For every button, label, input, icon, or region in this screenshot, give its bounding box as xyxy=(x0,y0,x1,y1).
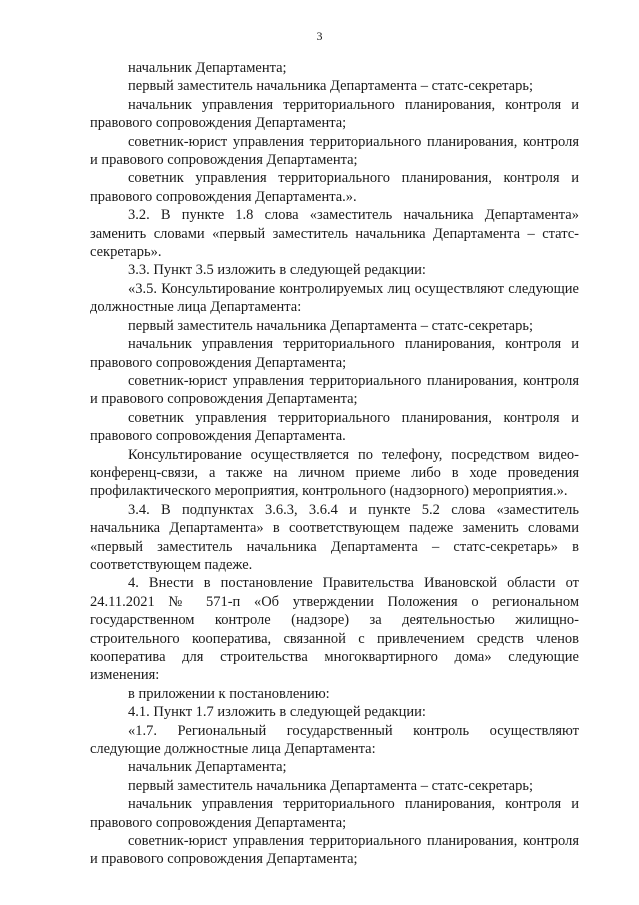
page-number: 3 xyxy=(316,29,323,43)
paragraph: «3.5. Консультирование контролируемых лиц осуществляют следующие должностные лица Департамента: xyxy=(90,280,579,316)
paragraph: советник-юрист управления территориального планирования, контроля и правового сопровождения Департамента; xyxy=(90,372,579,408)
paragraph: начальник управления территориального планирования, контроля и правового сопровождения Департамента; xyxy=(90,96,579,132)
paragraph: Консультирование осуществляется по телефону, посредством видео-конференц-связи, а также на личном приеме либо в ходе проведения профилактического мероприятия, контрольного (надзорного) мероприятия.». xyxy=(90,446,579,500)
paragraph: 3.4. В подпунктах 3.6.3, 3.6.4 и пункте 5.2 слова «заместитель начальника Департамента» в соответствующем падеже заменить словами «первый заместитель начальника Департамента – статс-секретарь» в соответствующем падеже. xyxy=(90,501,579,573)
paragraph: 4.1. Пункт 1.7 изложить в следующей редакции: xyxy=(128,704,426,721)
paragraph: «1.7. Региональный государственный контроль осуществляют следующие должностные лица Департамента: xyxy=(90,722,579,758)
paragraph: 3.3. Пункт 3.5 изложить в следующей редакции: xyxy=(128,262,426,279)
paragraph: первый заместитель начальника Департамента – статс-секретарь; xyxy=(128,78,533,95)
paragraph: начальник управления территориального планирования, контроля и правового сопровождения Департамента; xyxy=(90,336,579,371)
paragraph: советник-юрист управления территориального планирования, контроля и правового сопровождения Департамента; xyxy=(90,133,579,169)
paragraph: первый заместитель начальника Департамента – статс-секретарь; xyxy=(128,317,533,334)
paragraph: первый заместитель начальника Департамента – статс-секретарь; xyxy=(128,777,533,794)
paragraph: начальник Департамента; xyxy=(128,759,287,776)
paragraph: начальник управления территориального планирования, контроля и правового сопровождения Департамента; xyxy=(90,796,579,831)
paragraph: 3.2. В пункте 1.8 слова «заместитель начальника Департамента» заменить словами «первый заместитель начальника Департамента – статс-секретарь». xyxy=(90,207,579,261)
paragraph: 4. Внести в постановление Правительства Ивановской области от 24.11.2021 № 571-п «Об утверждении Положения о региональном государственном контроле (надзоре) за деятельностью жилищно-строительного кооператива, связанной с привлечением средств членов кооператива для строительства многоквартирного дома» следующие изменения: xyxy=(90,575,579,684)
paragraph: советник-юрист управления территориального планирования, контроля и правового сопровождения Департамента; xyxy=(90,833,579,868)
paragraph: начальник Департамента; xyxy=(128,60,287,76)
paragraph: советник управления территориального планирования, контроля и правового сопровождения Департамента. xyxy=(90,409,579,445)
paragraph: советник управления территориального планирования, контроля и правового сопровождения Департамента.». xyxy=(90,170,579,205)
document-body xyxy=(90,59,579,869)
paragraph: в приложении к постановлению: xyxy=(128,685,330,702)
